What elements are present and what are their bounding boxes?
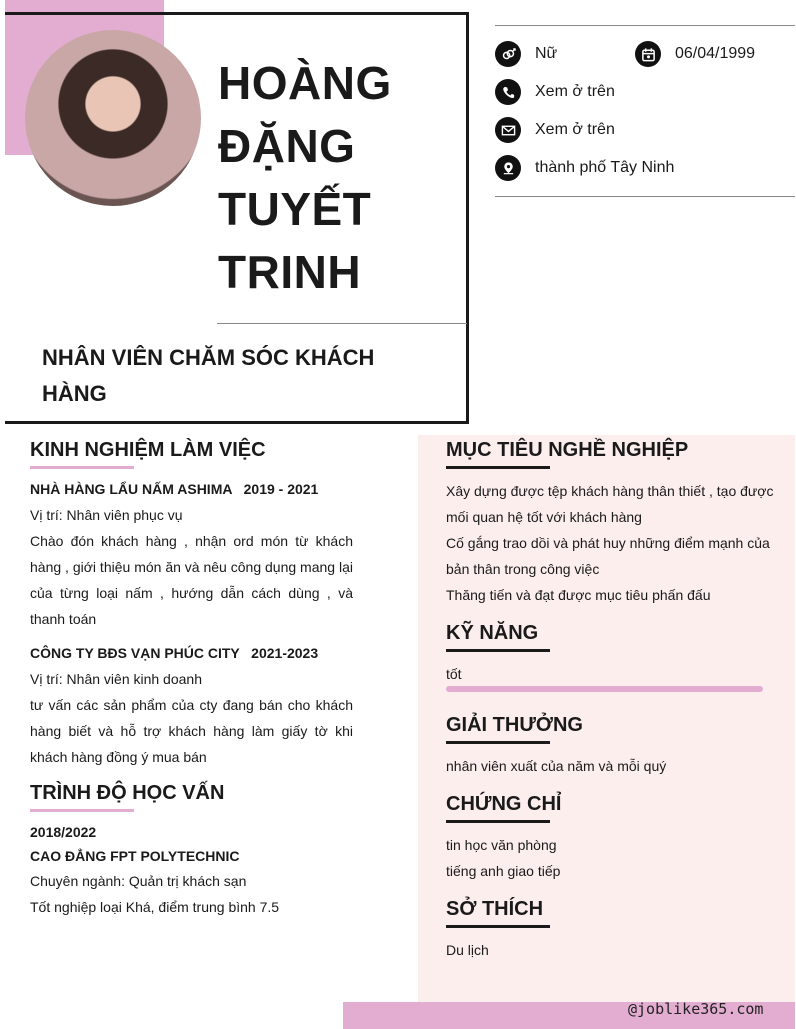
- experience-description: tư vấn các sản phẩm của cty đang bán cho khách hàng biết và hỗ trợ khách hàng làm giấy tờ khi khách hàng đồng ý mua bán: [30, 697, 353, 765]
- certificates-title: CHỨNG CHỈ: [446, 793, 562, 815]
- hobby-line: Du lịch: [446, 942, 489, 958]
- certificates-list: [446, 832, 781, 884]
- mail-icon: [495, 117, 521, 143]
- avatar: [25, 30, 201, 206]
- skill-level-bar: [446, 686, 763, 692]
- skill-item: [446, 661, 781, 687]
- contact-email: [495, 117, 615, 143]
- phone-value: Xem ở trên: [535, 83, 615, 100]
- section-underline: [30, 466, 134, 469]
- name-line: TRINH: [218, 246, 362, 298]
- contact-address: [495, 155, 674, 181]
- section-underline: [446, 466, 550, 469]
- education-grade: Tốt nghiệp loại Khá, điểm trung bình 7.5: [30, 899, 280, 915]
- objective-line: Cố gắng trao dồi và phát huy những điểm mạnh của bản thân trong công việc: [446, 535, 770, 577]
- experience-company: NHÀ HÀNG LẨU NẤM ASHIMA 2019 - 2021: [30, 481, 319, 497]
- education-major: Chuyên ngành: Quản trị khách sạn: [30, 873, 247, 889]
- candidate-name: [218, 52, 458, 304]
- footer-watermark: @joblike365.com: [628, 1000, 764, 1018]
- objective-list: [446, 478, 781, 608]
- divider: [217, 323, 467, 324]
- name-line: HOÀNG: [218, 57, 392, 109]
- section-underline: [446, 925, 550, 928]
- section-underline: [446, 820, 550, 823]
- experience-company: CÔNG TY BĐS VẠN PHÚC CITY 2021-2023: [30, 645, 319, 661]
- contact-gender: [495, 41, 557, 67]
- education-year: 2018/2022: [30, 824, 97, 840]
- experience-description: Chào đón khách hàng , nhận ord món từ khách hàng , giới thiệu món ăn và nêu công dụng mang lại của từng loại nấm , hướng dẫn cách dùng , và thanh toán: [30, 533, 353, 627]
- name-line: TUYẾT: [218, 183, 372, 235]
- awards-title: GIẢI THƯỞNG: [446, 714, 583, 736]
- calendar-icon: [635, 41, 661, 67]
- skill-name: tốt: [446, 666, 462, 682]
- job-title: NHÂN VIÊN CHĂM SÓC KHÁCH HÀNG: [42, 345, 375, 406]
- name-line: ĐẶNG: [218, 120, 356, 172]
- education-block: [30, 820, 353, 920]
- award-line: nhân viên xuất của năm và mỗi quý: [446, 758, 667, 774]
- contact-birthdate: [635, 41, 755, 67]
- section-underline: [446, 741, 550, 744]
- experience-title: KINH NGHIỆM LÀM VIỆC: [30, 439, 266, 461]
- address-value: thành phố Tây Ninh: [535, 159, 675, 176]
- objective-title: MỤC TIÊU NGHỀ NGHIỆP: [446, 439, 689, 461]
- experience-list: [30, 476, 353, 770]
- objective-line: Xây dựng được tệp khách hàng thân thiết , tạo được mối quan hệ tốt với khách hàng: [446, 483, 774, 525]
- certificate-line: tin học văn phòng: [446, 837, 557, 853]
- awards-list: [446, 753, 781, 779]
- email-value: Xem ở trên: [535, 121, 615, 138]
- objective-line: Thăng tiến và đạt được mục tiêu phấn đấu: [446, 587, 711, 603]
- location-pin-icon: [495, 155, 521, 181]
- education-title: TRÌNH ĐỘ HỌC VẤN: [30, 782, 225, 804]
- skills-title: KỸ NĂNG: [446, 622, 539, 644]
- section-underline: [30, 809, 134, 812]
- education-school: CAO ĐẲNG FPT POLYTECHNIC: [30, 848, 240, 864]
- experience-position: Vị trí: Nhân viên phục vụ: [30, 507, 183, 523]
- divider: [495, 25, 795, 26]
- phone-icon: [495, 79, 521, 105]
- gender-icon: [495, 41, 521, 67]
- divider: [495, 196, 795, 197]
- experience-position: Vị trí: Nhân viên kinh doanh: [30, 671, 202, 687]
- contact-phone: [495, 79, 615, 105]
- hobbies-list: [446, 937, 781, 963]
- gender-value: Nữ: [535, 45, 558, 62]
- hobbies-title: SỞ THÍCH: [446, 898, 544, 920]
- certificate-line: tiếng anh giao tiếp: [446, 863, 561, 879]
- section-underline: [446, 649, 550, 652]
- birthdate-value: 06/04/1999: [675, 45, 756, 62]
